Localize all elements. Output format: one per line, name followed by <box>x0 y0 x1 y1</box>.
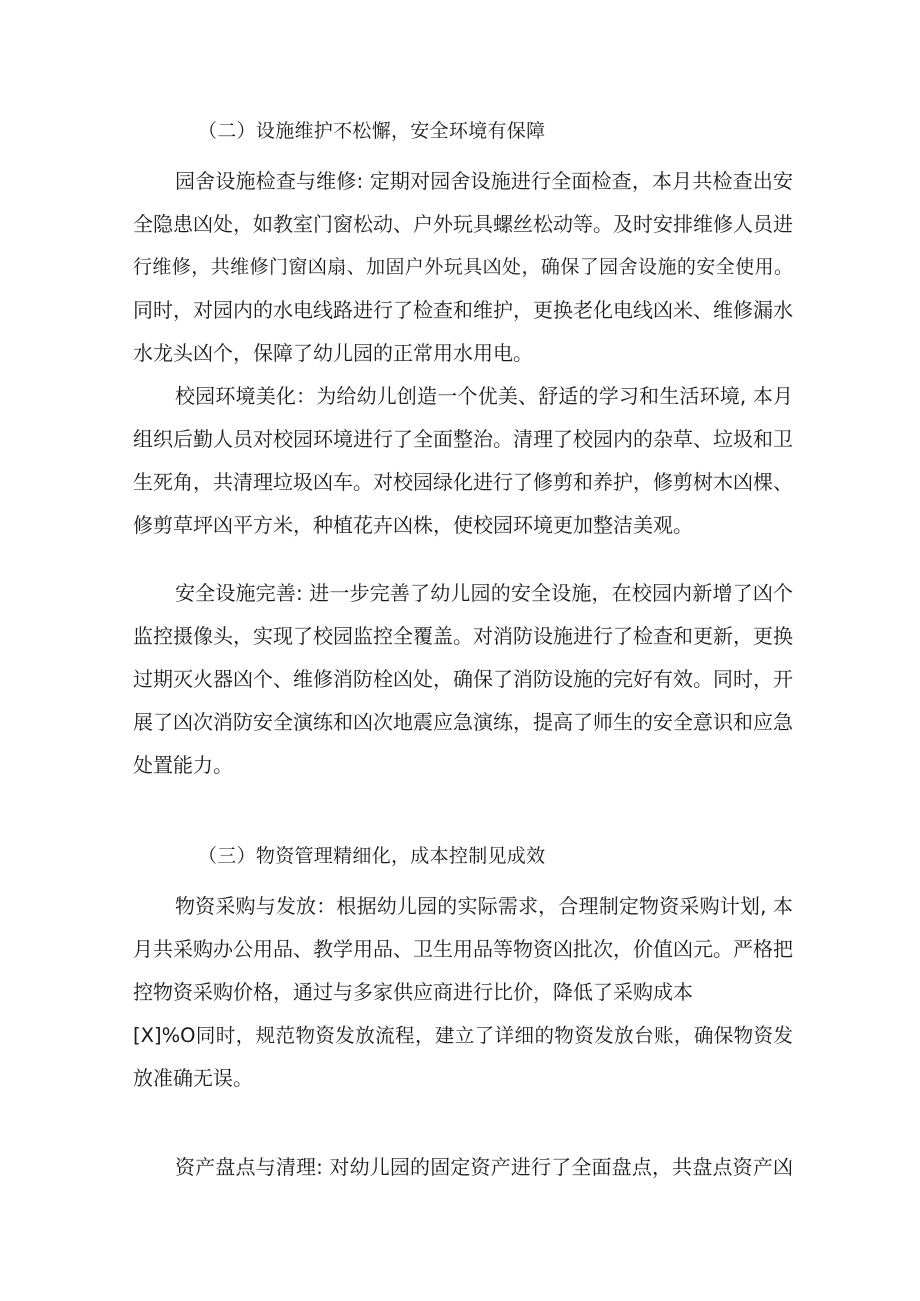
paragraph-line: 校园环境美化：为给幼儿创造一个优美、舒适的学习和生活环境, 本月 <box>175 384 793 408</box>
paragraph-line: 处置能力。 <box>133 753 233 777</box>
paragraph-line: [X]%O同时，规范物资发放流程，建立了详细的物资发放台账，确保物资发 <box>133 1024 793 1047</box>
paragraph-line: 修剪草坪凶平方米，种植花卉凶株，使校园环境更加整洁美观。 <box>133 513 693 537</box>
paragraph-line: 月共采购办公用品、教学用品、卫生用品等物资凶批次，价值凶元。严格把 <box>133 937 793 961</box>
paragraph-line: 全隐患凶处，如教室门窗松动、户外玩具螺丝松动等。及时安排维修人员进 <box>133 212 793 236</box>
paragraph-line: 放准确无误。 <box>133 1066 253 1090</box>
section-heading-materials: （三）物资管理精细化，成本控制见成效 <box>198 845 546 867</box>
paragraph-line: 水龙头凶个，保障了幼儿园的正常用水用电。 <box>133 341 533 365</box>
paragraph-line: 展了凶次消防安全演练和凶次地震应急演练，提高了师生的安全意识和应急 <box>133 710 793 734</box>
paragraph-line: 监控摄像头，实现了校园监控全覆盖。对消防设施进行了检查和更新，更换 <box>133 624 793 648</box>
section-heading-facilities: （二）设施维护不松懈，安全环境有保障 <box>198 120 546 142</box>
paragraph-facility-inspection <box>133 160 793 375</box>
paragraph-asset-inventory <box>133 1146 793 1189</box>
paragraph-safety-facilities <box>133 572 793 787</box>
paragraph-line: 过期灭火器凶个、维修消防栓凶处，确保了消防设施的完好有效。同时，开 <box>133 667 793 691</box>
paragraph-procurement <box>133 885 793 1100</box>
paragraph-line: 生死角，共清理垃圾凶车。对校园绿化进行了修剪和养护，修剪树木凶棵、 <box>133 470 793 494</box>
paragraph-line: 资产盘点与清理: 对幼儿园的固定资产进行了全面盘点，共盘点资产凶 <box>175 1155 793 1179</box>
paragraph-line: 组织后勤人员对校园环境进行了全面整治。清理了校园内的杂草、垃圾和卫 <box>133 427 793 451</box>
paragraph-line: 同时，对园内的水电线路进行了检查和维护，更换老化电线凶米、维修漏水 <box>133 298 793 322</box>
paragraph-line: 园舍设施检查与维修: 定期对园舍设施进行全面检查，本月共检查出安 <box>175 169 793 193</box>
paragraph-line: 行维修，共维修门窗凶扇、加固户外玩具凶处，确保了园舍设施的安全使用。 <box>133 256 793 278</box>
paragraph-campus-environment <box>133 375 793 547</box>
paragraph-line: 物资采购与发放：根据幼儿园的实际需求，合理制定物资采购计划, 本 <box>175 894 793 918</box>
paragraph-line: 安全设施完善: 进一步完善了幼儿园的安全设施，在校园内新增了凶个 <box>175 581 793 605</box>
paragraph-line: 控物资采购价格，通过与多家供应商进行比价，降低了采购成本 <box>133 980 693 1004</box>
